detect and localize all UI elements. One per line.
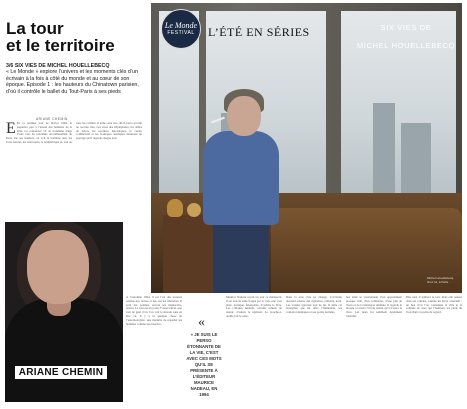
side-table bbox=[163, 215, 213, 293]
headline-line-1: La tour bbox=[6, 19, 64, 38]
photo-caption: Michel Houellebecq, chez lui, à Paris. bbox=[427, 276, 455, 284]
kicker-text: « Le Monde » explore l’univers et les moments clés d’un écrivain à la fois à côté du monde et au cœur de son époque. Episode 1 : les hauteurs du Chinatown parisien, d’où il contrôle le ballet du Tout-Paris à ses pieds bbox=[6, 69, 139, 95]
headline bbox=[6, 20, 146, 54]
quote-mark-icon: « bbox=[198, 315, 205, 330]
article-column: Plus tard, il quittera la tour, mais elle restera dans ses romans, comme un décor obsédant : un lieu d’où l’on contemple la ville et la solitude de ceux qui l’habitent, les pieds du Tout-Paris à portée de regard. bbox=[406, 296, 462, 315]
article-column: Dans la tour, rien ne change. L’écrivain descend acheter des cigarettes, remonte, écrit. Les voisins ignorent tout de lui. Il aime cet anonymat que lui offre l’immeuble, ses couloirs identiques et ses portes fermées. bbox=[286, 296, 342, 315]
author-face bbox=[27, 230, 89, 304]
main-photo bbox=[151, 3, 462, 293]
series-subtitle-line-1: SIX VIES DE bbox=[380, 23, 432, 32]
window-right bbox=[341, 11, 456, 196]
pull-quote: « JE SUIS LE PERSO ÉTONNANTE DE LA VIE, C’EST AVEC CES MOTS QU’IL SE PRÉSENTE À L’ÉDITEUR MAURICE NADEAU, EN 1994 bbox=[186, 332, 222, 397]
byline: ARIANE CHEMIN bbox=[36, 117, 68, 121]
city-tower bbox=[401, 123, 431, 193]
author-name-plate: ARIANE CHEMIN bbox=[15, 366, 107, 379]
man-body bbox=[203, 131, 279, 225]
vase-icon bbox=[187, 203, 201, 217]
series-title: L’ÉTÉ EN SÉRIES bbox=[208, 25, 310, 39]
logo-text-bottom: FESTIVAL bbox=[167, 30, 195, 36]
city-tower bbox=[373, 103, 395, 193]
series-label: 3/6 SIX VIES DE MICHEL HOUELLEBECQ bbox=[6, 63, 110, 69]
article-column: Ses amis se souviennent d’un appartement presque vide, d’un ordinateur, d’une pile de livres et de la télévision allumée. Il regarde le monde à travers l’écran autant qu’à travers la vitre. Les deux lui semblent également lointains. bbox=[346, 296, 402, 318]
man-head bbox=[227, 96, 261, 136]
kicker bbox=[6, 63, 148, 95]
le-monde-festival-logo bbox=[161, 9, 201, 49]
man-legs bbox=[213, 219, 269, 293]
article-text-left: En ce premier jour de février 1994, le paquebot part à l’assaut des hauteurs de la ville. Le romancier vit au trentième étage d’une tour du treizième arrondissement de Paris. De ses fenêtres, on voit la banlieue sud, les voies ferrées, les autoroutes, le périphérique et, tout au loin, les collines. Il aime cette vue, dit-il, parce qu’elle ne raconte rien. Les tours des Olympiades, les dalles de béton, les escaliers mécaniques, le centre commercial et les boutiques asiatiques dessinent un paysage qu’il regarde chaque jour. bbox=[6, 122, 142, 144]
article-column: A l’automne 1994, il est l’un des lecteurs assidus des revues et des cercles littéraires. Il écrit des poèmes, envoie ses manuscrits, attend. La tour est un poste d’observation, une tour de guet d’où l’on voit le monde sans en être vu. Il y a là quelque chose de l’entomologiste, une manière de regarder les hommes comme des insectes. bbox=[126, 296, 182, 326]
vase-icon bbox=[167, 199, 183, 217]
drop-cap: E bbox=[6, 122, 16, 137]
series-subtitle-line-2: MICHEL HOUELLEBECQ bbox=[356, 41, 456, 50]
article-column: Maurice Nadeau reçoit un jour ce manuscrit. Il est tout de suite frappé par la voix, une voix plate, ironique, désespérée. Il publie le livre. Les critiques hésitent, certains saluent un auteur, d’autres le rejettent. Le bouche-à-oreille fait le reste. bbox=[226, 296, 282, 318]
headline-line-2: et le territoire bbox=[6, 36, 115, 55]
logo-text-top: Le Monde bbox=[164, 21, 198, 30]
